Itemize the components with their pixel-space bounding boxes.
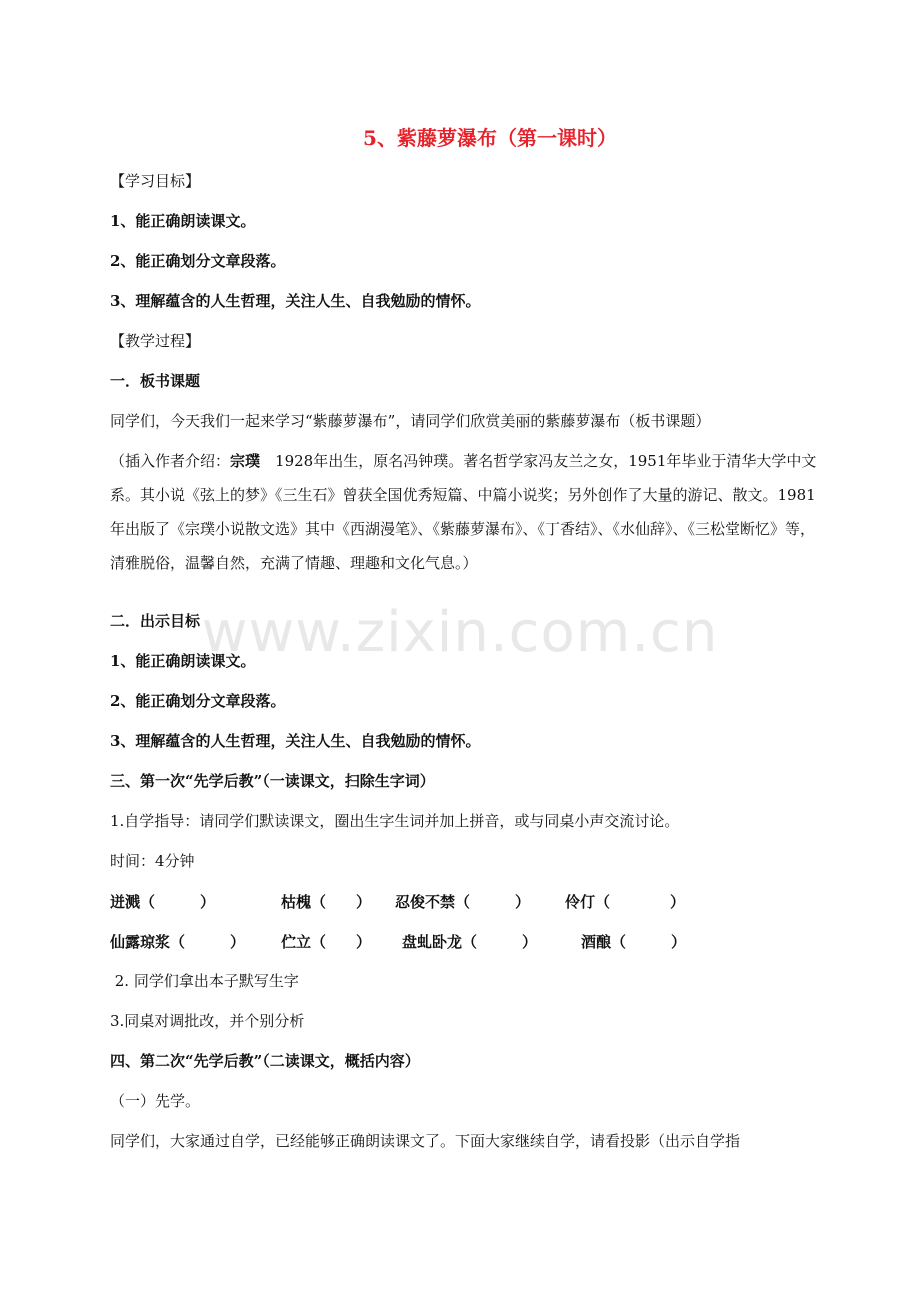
guide-text: 1.自学指导：请同学们默读课文，圈出生字生词并加上拼音，或与同桌小声交流讨论。 [110, 812, 680, 830]
goal-item: 2、能正确划分文章段落。 [110, 252, 286, 270]
goal-item: 3、理解蕴含的人生哲理，关注人生、自我勉励的情怀。 [110, 292, 481, 310]
step-text: 2. 同学们拿出本子默写生字 [110, 972, 299, 990]
section-heading: 一．板书课题 [110, 372, 201, 390]
goal-item: 2、能正确划分文章段落。 [110, 692, 286, 710]
vocab-item: 伫立（ ） [281, 933, 372, 951]
goal-item: 1、能正确朗读课文。 [110, 652, 256, 670]
section-heading: 四、第二次“先学后教”（二读课文，概括内容） [110, 1052, 420, 1070]
author-text: 1928年出生，原名冯钟璞。著名哲学家冯友兰之女，1951年毕业于清华大学中文系。其小说《弦上的梦》《三生石》曾获全国优秀短篇、中篇小说奖；另外创作了大量的游记、散文。1981年出版了《宗璞小说散文选》其中《西湖漫笔》、《紫藤萝瀑布》、《丁香结》、《水仙辞》、《三松堂断忆》等，清雅脱俗，温馨自然，充满了情趣、理趣和文化气息。） [110, 452, 817, 572]
process-header: 【教学过程】 [110, 332, 201, 350]
lesson-title: 5、紫藤萝瀑布（第一课时） [363, 126, 617, 150]
vocab-item: 枯槐（ ） [281, 893, 372, 911]
author-name: 宗璞 [230, 452, 261, 470]
vocab-item: 忍俊不禁（ ） [395, 893, 531, 911]
vocab-row [110, 891, 710, 911]
time-text: 时间：4分钟 [110, 852, 195, 870]
goal-item: 1、能正确朗读课文。 [110, 212, 256, 230]
intro-text: 同学们，今天我们一起来学习“紫藤萝瀑布”，请同学们欣赏美丽的紫藤萝瀑布（板书课题） [110, 412, 711, 430]
section-heading: 二．出示目标 [110, 612, 201, 630]
vocab-item: 盘虬卧龙（ ） [402, 933, 538, 951]
watermark: www.zixin.com.cn [201, 600, 719, 665]
body-text: 同学们，大家通过自学，已经能够正确朗读课文了。下面大家继续自学，请看投影（出示自学指 [110, 1132, 741, 1150]
vocab-row [110, 931, 710, 951]
vocab-item: 仙露琼浆（ ） [110, 933, 246, 951]
goal-item: 3、理解蕴含的人生哲理，关注人生、自我勉励的情怀。 [110, 732, 481, 750]
author-intro [110, 444, 822, 580]
vocab-item: 酒酿（ ） [581, 933, 687, 951]
sub-heading: （一）先学。 [110, 1092, 201, 1110]
goals-header: 【学习目标】 [110, 172, 201, 190]
vocab-item: 伶仃（ ） [565, 893, 686, 911]
step-text: 3.同桌对调批改，并个别分析 [110, 1012, 305, 1030]
vocab-item: 迸溅（ ） [110, 893, 216, 911]
author-prefix: （插入作者介绍： [110, 452, 231, 470]
section-heading: 三、第一次“先学后教”（一读课文，扫除生字词） [110, 772, 435, 790]
